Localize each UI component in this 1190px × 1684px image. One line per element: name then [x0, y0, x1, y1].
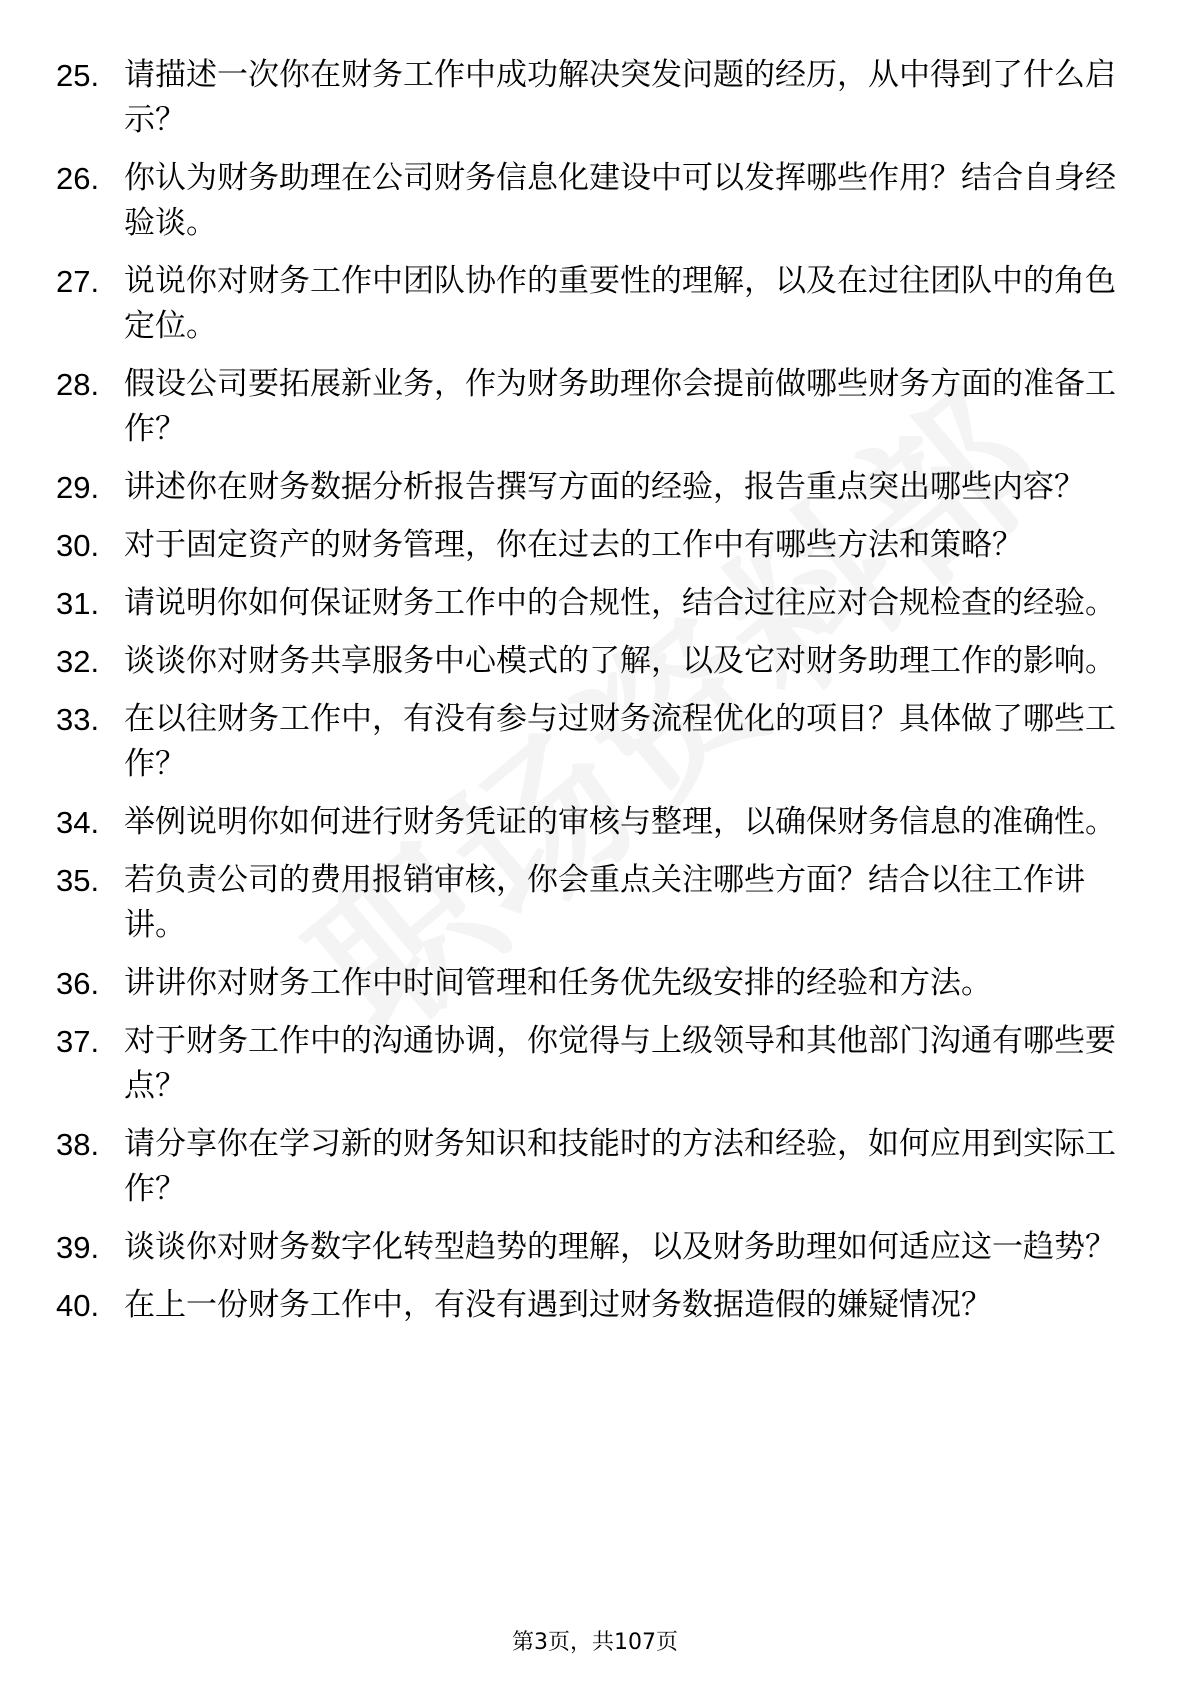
question-text: 讲讲你对财务工作中时间管理和任务优先级安排的经验和方法。	[124, 965, 992, 1001]
question-item	[56, 1225, 1116, 1270]
question-number: 39.	[56, 1230, 100, 1265]
question-text: 若负责公司的费用报销审核，你会重点关注哪些方面？结合以往工作讲讲。	[124, 862, 1085, 943]
question-text: 讲述你在财务数据分析报告撰写方面的经验，报告重点突出哪些内容？	[124, 469, 1085, 505]
question-item	[56, 1019, 1116, 1109]
question-item	[56, 800, 1116, 845]
question-text: 谈谈你对财务数字化转型趋势的理解，以及财务助理如何适应这一趋势？	[124, 1229, 1116, 1265]
question-text: 请分享你在学习新的财务知识和技能时的方法和经验，如何应用到实际工作？	[124, 1126, 1116, 1207]
question-item	[56, 465, 1116, 510]
question-item	[56, 858, 1116, 948]
question-number: 27.	[56, 264, 100, 299]
question-number: 36.	[56, 966, 100, 1001]
question-text: 举例说明你如何进行财务凭证的审核与整理，以确保财务信息的准确性。	[124, 804, 1116, 840]
question-item	[56, 523, 1116, 568]
question-number: 32.	[56, 644, 100, 679]
question-item	[56, 639, 1116, 684]
question-number: 31.	[56, 586, 100, 621]
question-number: 37.	[56, 1024, 100, 1059]
question-number: 30.	[56, 528, 100, 563]
question-item	[56, 53, 1116, 143]
question-text: 对于固定资产的财务管理，你在过去的工作中有哪些方法和策略？	[124, 527, 1023, 563]
question-text: 请说明你如何保证财务工作中的合规性，结合过往应对合规检查的经验。	[124, 585, 1116, 621]
question-item	[56, 156, 1116, 246]
question-item	[56, 1283, 1116, 1328]
question-text: 在上一份财务工作中，有没有遇到过财务数据造假的嫌疑情况？	[124, 1287, 992, 1323]
question-number: 35.	[56, 863, 100, 898]
question-item	[56, 697, 1116, 787]
question-number: 38.	[56, 1127, 100, 1162]
question-text: 假设公司要拓展新业务，作为财务助理你会提前做哪些财务方面的准备工作？	[124, 366, 1116, 447]
question-item	[56, 581, 1116, 626]
question-list	[56, 53, 1116, 1341]
question-number: 26.	[56, 161, 100, 196]
question-item	[56, 1122, 1116, 1212]
question-text: 请描述一次你在财务工作中成功解决突发问题的经历，从中得到了什么启示？	[124, 57, 1116, 138]
page-number-label: 第3页，共107页	[512, 1630, 678, 1655]
question-text: 在以往财务工作中，有没有参与过财务流程优化的项目？具体做了哪些工作？	[124, 701, 1116, 782]
question-text: 你认为财务助理在公司财务信息化建设中可以发挥哪些作用？结合自身经验谈。	[124, 160, 1116, 241]
question-text: 谈谈你对财务共享服务中心模式的了解，以及它对财务助理工作的影响。	[124, 643, 1116, 679]
question-item	[56, 362, 1116, 452]
question-number: 40.	[56, 1288, 100, 1323]
page-footer	[0, 1628, 1190, 1658]
question-item	[56, 259, 1116, 349]
question-number: 34.	[56, 805, 100, 840]
question-number: 25.	[56, 58, 100, 93]
question-text: 说说你对财务工作中团队协作的重要性的理解，以及在过往团队中的角色定位。	[124, 263, 1116, 344]
question-number: 29.	[56, 470, 100, 505]
question-number: 33.	[56, 702, 100, 737]
question-number: 28.	[56, 367, 100, 402]
question-item	[56, 961, 1116, 1006]
question-text: 对于财务工作中的沟通协调，你觉得与上级领导和其他部门沟通有哪些要点？	[124, 1023, 1116, 1104]
